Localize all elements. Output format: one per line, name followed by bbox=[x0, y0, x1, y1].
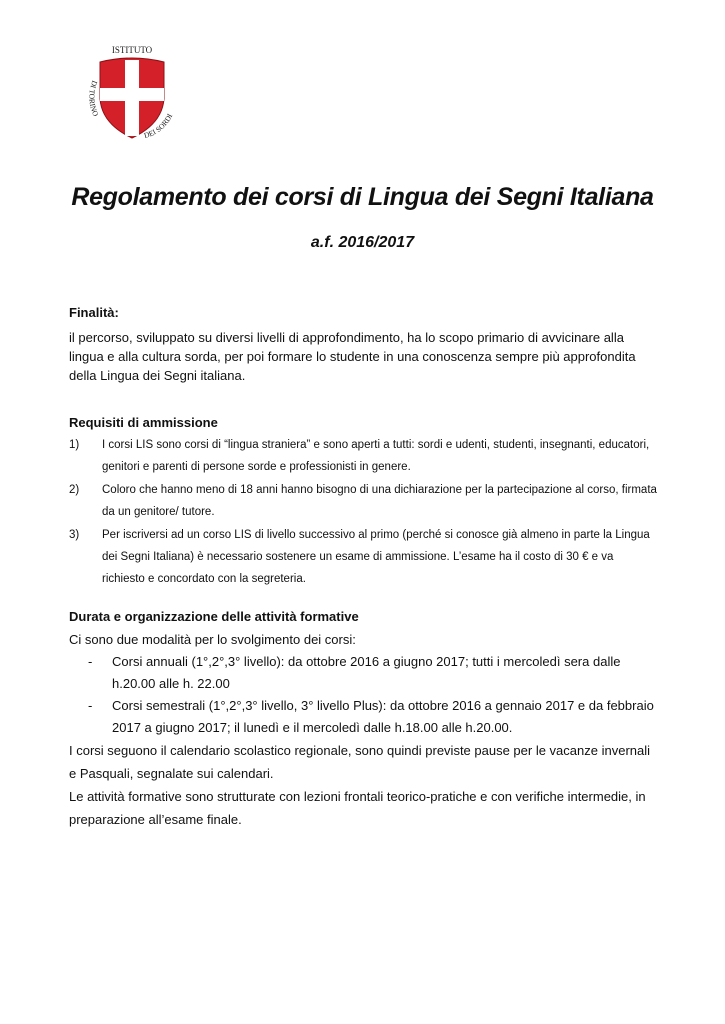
section-finalita bbox=[69, 304, 659, 385]
numbered-list bbox=[69, 434, 659, 590]
list-item-text: Coloro che hanno meno di 18 anni hanno bisogno di una dichiarazione per la partecipazione al corso, firmata da un genitore/ tutore. bbox=[102, 484, 657, 518]
logo-text-right: DEI SORDI bbox=[142, 112, 175, 141]
list-item-text: Corsi annuali (1°,2°,3° livello): da ottobre 2016 a giugno 2017; tutti i mercoledì sera dalle h.20.00 alle h. 22.00 bbox=[112, 654, 621, 691]
list-dash: - bbox=[88, 654, 93, 669]
section-requisiti bbox=[69, 414, 659, 591]
logo-text-top: ISTITUTO bbox=[111, 45, 153, 55]
list-item bbox=[69, 695, 659, 739]
section-intro: Ci sono due modalità per lo svolgimento dei corsi: bbox=[69, 632, 356, 647]
list-dash: - bbox=[88, 698, 93, 713]
list-item-text: Corsi semestrali (1°,2°,3° livello, 3° livello Plus): da ottobre 2016 a gennaio 2017 e da febbraio 2017 a giugno 2017; il lunedì e il mercoledì dalle h.18.00 alle h.20.00. bbox=[112, 698, 654, 735]
section-heading: Durata e organizzazione delle attività formative bbox=[69, 609, 359, 624]
list-number: 2) bbox=[69, 484, 80, 496]
list-item bbox=[69, 524, 659, 590]
dash-list bbox=[69, 651, 659, 739]
section-paragraph: Le attività formative sono strutturate con lezioni frontali teorico-pratiche e con verifiche intermedie, in preparazione all’esame finale. bbox=[69, 789, 646, 827]
institute-seal-icon bbox=[82, 44, 182, 144]
list-number: 1) bbox=[69, 439, 80, 451]
section-paragraph: il percorso, sviluppato su diversi livelli di approfondimento, ha lo scopo primario di avvicinare alla lingua e alla cultura sorda, per poi formare lo studente in una conoscenza sempre più approfondita della Lingua dei Segni italiana. bbox=[69, 330, 636, 383]
document-subtitle: a.f. 2016/2017 bbox=[310, 234, 415, 251]
svg-text:DI TORINO bbox=[87, 79, 100, 118]
list-item-text: Per iscriversi ad un corso LIS di livello successivo al primo (perché si conosce già almeno in parte la Lingua dei Segni Italiana) è necessario sostenere un esame di ammissione. L’esame ha il costo di 30 € e va richiesto e concordato con la segreteria. bbox=[102, 529, 650, 585]
section-durata bbox=[69, 608, 659, 831]
logo-cross-horizontal bbox=[100, 88, 164, 101]
list-item bbox=[69, 434, 659, 478]
logo-text-left: DI TORINO bbox=[87, 79, 101, 118]
section-heading: Finalità: bbox=[69, 305, 119, 320]
institute-logo bbox=[82, 44, 182, 144]
list-item-text: I corsi LIS sono corsi di “lingua straniera” e sono aperti a tutti: sordi e udenti, studenti, insegnanti, educatori, genitori e parenti di persone sorde e professionisti in genere. bbox=[102, 439, 650, 473]
section-paragraph: I corsi seguono il calendario scolastico regionale, sono quindi previste pause per le vacanze invernali e Pasquali, segnalate sui calendari. bbox=[69, 743, 651, 781]
list-item bbox=[69, 479, 659, 523]
list-number: 3) bbox=[69, 529, 80, 541]
list-item bbox=[69, 651, 659, 695]
document-title: Regolamento dei corsi di Lingua dei Segni Italiana bbox=[71, 183, 654, 211]
section-heading: Requisiti di ammissione bbox=[69, 415, 218, 430]
